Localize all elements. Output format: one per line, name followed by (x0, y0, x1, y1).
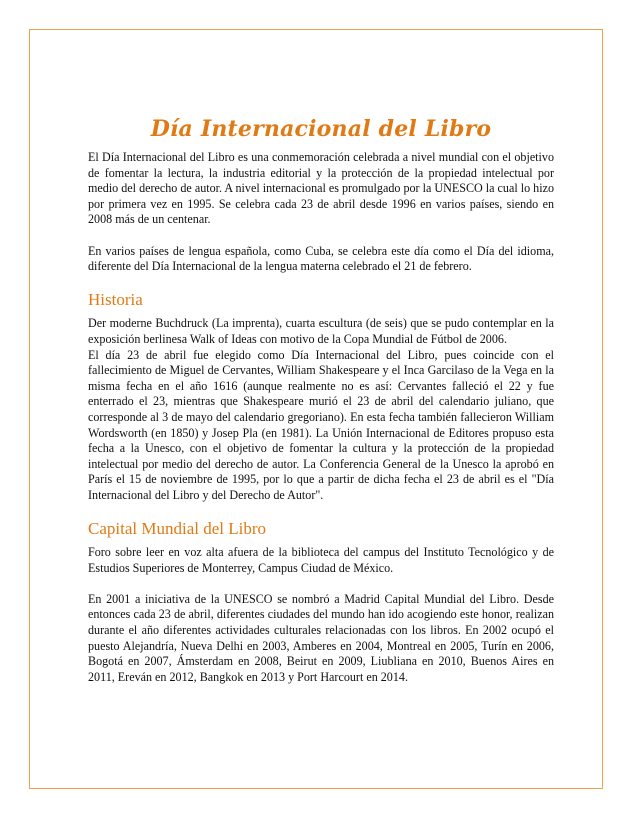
page-title: Día Internacional del Libro (150, 116, 492, 142)
historia-paragraph-1: Der moderne Buchdruck (La imprenta), cuarta escultura (de seis) que se pudo contemplar en la exposición berlinesa Walk of Ideas con motivo de la Copa Mundial de Fútbol de 2006. (88, 316, 554, 346)
capital-paragraph-2: En 2001 a iniciativa de la UNESCO se nombró a Madrid Capital Mundial del Libro. Desde entonces cada 23 de abril, diferentes ciudades del mundo han ido acogiendo este honor, realizan durante el año diferentes actividades culturales relacionadas con los libros. En 2002 ocupó el puesto Alejandría, Nueva Delhi en 2003, Amberes en 2004, Montreal en 2005, Turín en 2006, Bogotá en 2007, Ámsterdam en 2008, Beirut en 2009, Liubliana en 2010, Buenos Aires en 2011, Ereván en 2012, Bangkok en 2013 y Port Harcourt en 2014. (88, 591, 554, 684)
intro-paragraph-2: En varios países de lengua española, como Cuba, se celebra este día como el Día del idioma, diferente del Día Internacional de la lengua materna celebrado el 21 de febrero. (88, 243, 554, 274)
historia-paragraph-2: El día 23 de abril fue elegido como Día Internacional del Libro, pues coincide con el fallecimiento de Miguel de Cervantes, William Shakespeare y el Inca Garcilaso de la Vega en la misma fecha en el año 1616 (aunque realmente no es así: Cervantes falleció el 22 y fue enterrado el 23, mientras que Shakespeare murió el 23 de abril del calendario juliano, que corresponde al 3 de mayo del calendario gregoriano). En esta fecha también fallecieron William Wordsworth (en 1850) y Josep Pla (en 1981). La Unión Internacional de Editores propuso esta fecha a la Unesco, con el objetivo de fomentar la cultura y la protección de la propiedad intelectual por medio del derecho de autor. La Conferencia General de la Unesco la aprobó en París el 15 de noviembre de 1995, por lo que a partir de dicha fecha el 23 de abril es el "Día Internacional del Libro y del Derecho de Autor". (88, 347, 554, 502)
historia-heading: Historia (88, 290, 143, 310)
intro-paragraph-1: El Día Internacional del Libro es una conmemoración celebrada a nivel mundial con el objetivo de fomentar la lectura, la industria editorial y la protección de la propiedad intelectual por medio del derecho de autor. A nivel internacional es promulgado por la UNESCO la cual lo hizo por primera vez en 1995. Se celebra cada 23 de abril desde 1996 en varios países, siendo en 2008 más de un centenar. (88, 150, 554, 227)
document-body (88, 112, 554, 701)
capital-paragraph-1: Foro sobre leer en voz alta afuera de la biblioteca del campus del Instituto Tecnológico y de Estudios Superiores de Monterrey, Campus Ciudad de México. (88, 545, 554, 575)
capital-heading: Capital Mundial del Libro (88, 519, 266, 539)
